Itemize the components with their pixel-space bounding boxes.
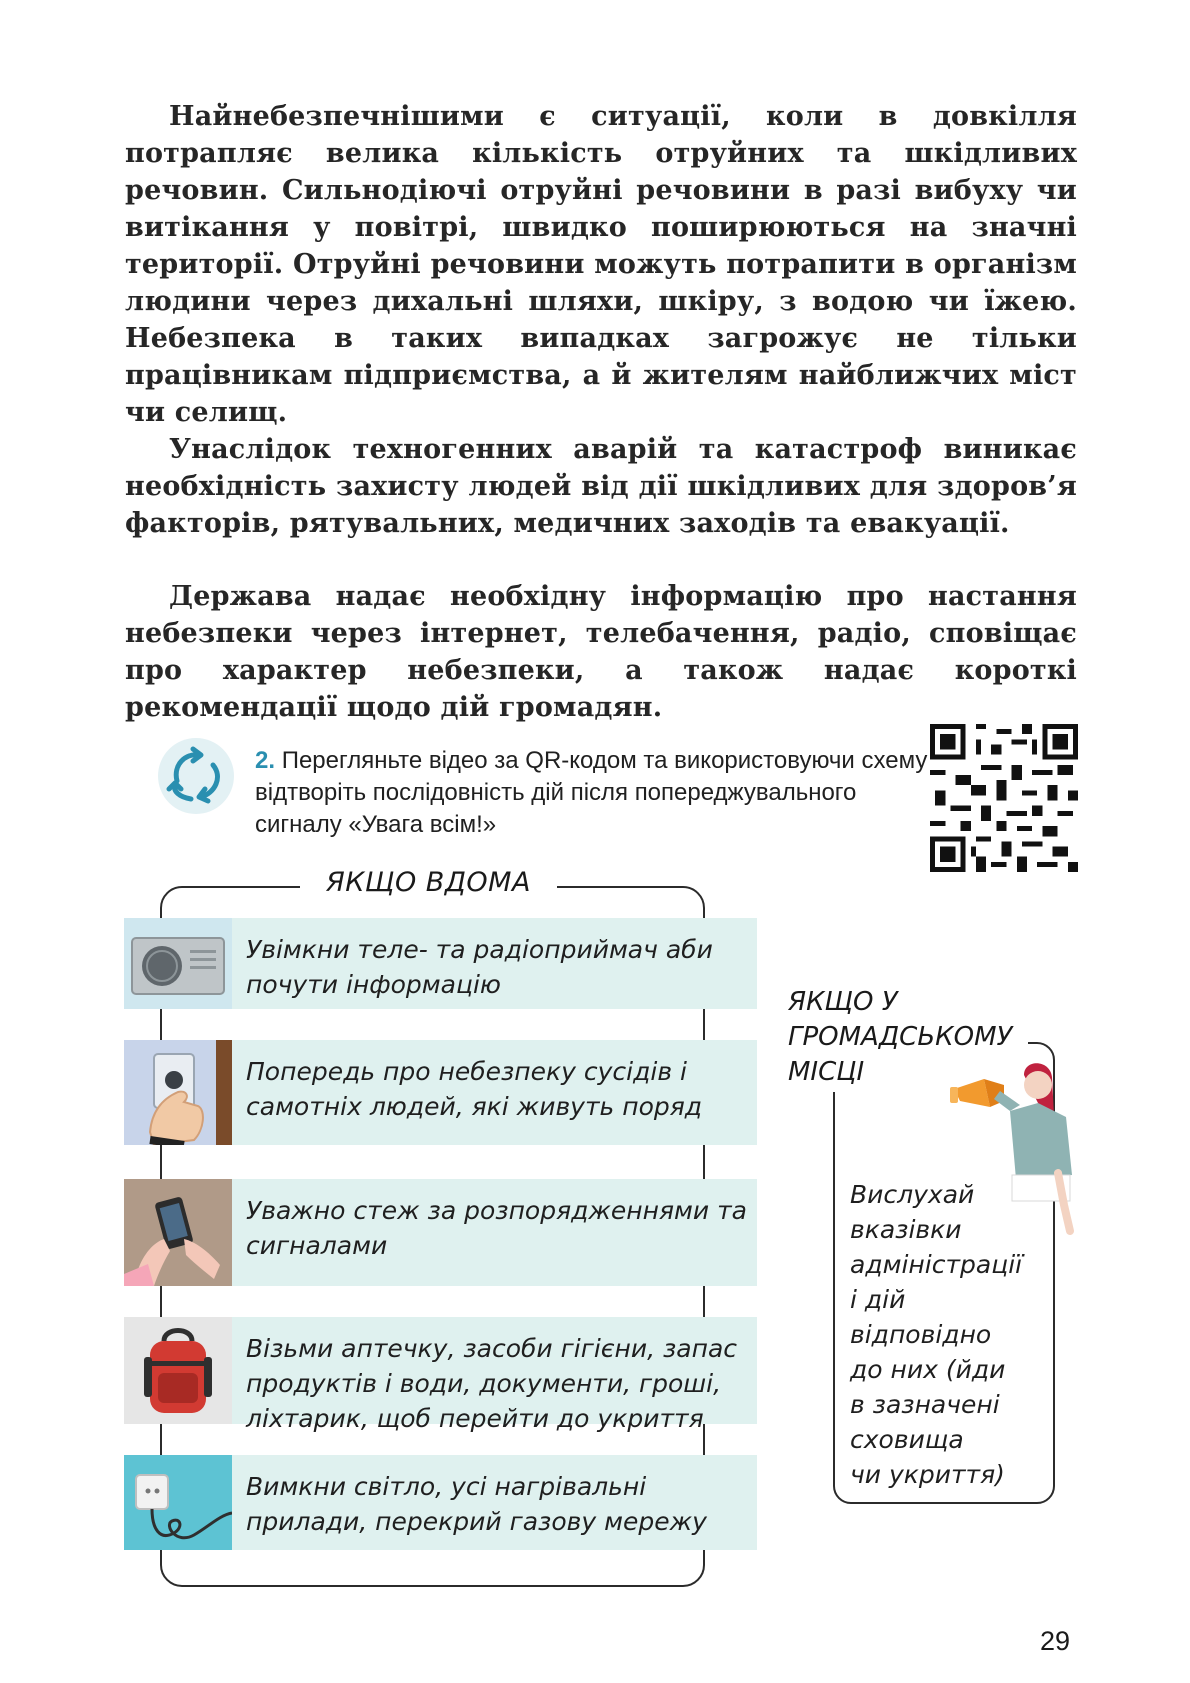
radio-icon [124,918,232,1009]
step-image [124,918,232,1009]
step-image [124,1040,232,1145]
paragraph-1: Найнебезпечнішими є ситуації, коли в довкілля потрапляє велика кількість отруйних та шкідливих речовин. Сильнодіючі отруйні речовини в разі вибуху чи витікання у повітрі, швидко поширюються на значні території. Отруйні речовини можуть потрапити в організм людини через дихальні шляхи, шкіру, з водою чи їжею. Небезпека в таких випадках загрожує не тільки працівникам підприємства, а й жителям найближчих міст чи селищ. [125,101,1077,428]
step-image [124,1317,232,1424]
step-text: Вимкни світло, усі нагрівальні прилади, перекрий газову мережу [246,1472,707,1536]
public-title-line: ЯКЩО У [788,987,898,1017]
paragraph-2: Унаслідок техногенних аварій та катастроф виникає необхідність захисту людей від дії шкідливих для здоров’я факторів, рятувальних, медичних заходів та евакуації. [125,434,1077,539]
public-text-line: і дій [850,1285,906,1314]
public-text-line: чи укриття) [850,1460,1005,1489]
public-text-line: адміністрації [850,1250,1023,1279]
step-image [124,1179,232,1286]
public-text-line: відповідно [850,1320,992,1349]
home-step [124,1317,757,1433]
home-step [124,1455,757,1550]
backpack-icon [124,1317,232,1424]
step-text: Уважно стеж за розпорядженнями та сигналами [246,1196,747,1260]
public-text-line: вказівки [850,1215,962,1244]
doorbell-icon [124,1040,232,1145]
task-number: 2. [255,747,276,774]
home-step [124,1040,757,1145]
power-outlet-icon [124,1455,232,1550]
public-text-line: в зазначені [850,1390,1000,1419]
page-number: 29 [1040,1626,1071,1656]
public-text-line: сховища [850,1425,964,1454]
step-text: Увімкни теле- та радіоприймач аби почути інформацію [246,935,713,999]
step-image [124,1455,232,1550]
home-step [124,918,757,1009]
home-step [124,1179,757,1286]
home-title: ЯКЩО ВДОМА [300,868,557,898]
paragraph-3: Держава надає необхідну інформацію про настання небезпеки через інтернет, телебачення, радіо, сповіщає про характер небезпеки, а також надає короткі рекомендації щодо дій громадян. [125,581,1077,723]
smartphone-icon [124,1179,232,1286]
public-text-line: до них (йди [850,1355,1006,1384]
qr-code-icon[interactable] [930,724,1078,872]
recycle-arrows-icon [155,735,237,817]
step-text: Візьми аптечку, засоби гігієни, запас продуктів і води, документи, гроші, ліхтарик, щоб перейти до укриття [246,1334,738,1433]
public-text [850,1177,1050,1492]
public-title-line: МІСЦІ [788,1057,865,1087]
task-text [255,745,945,841]
public-text-line: Вислухай [850,1180,975,1209]
task-instruction: Перегляньте відео за QR-кодом та використовуючи схему відтворіть послідовність дій після попереджувального сигналу «Увага всім!» [255,747,928,838]
public-title-line: ГРОМАДСЬКОМУ [788,1022,1013,1052]
task-block [155,733,928,843]
step-text: Попередь про небезпеку сусідів і самотніх людей, які живуть поряд [246,1057,703,1121]
